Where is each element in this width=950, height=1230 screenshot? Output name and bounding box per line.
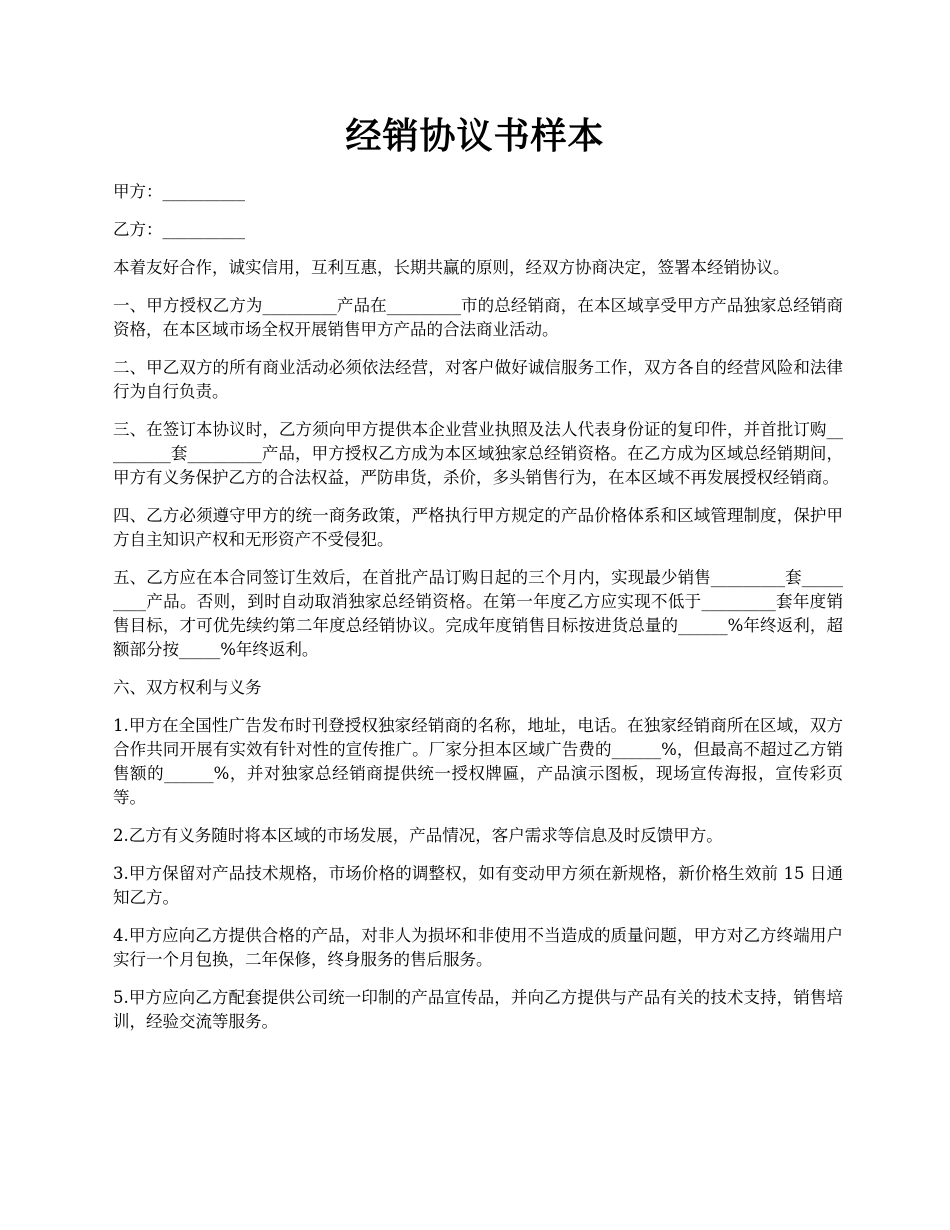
item-6-5: 5.甲方应向乙方配套提供公司统一印制的产品宣传品，并向乙方提供与产品有关的技术支持，销售培训，经验交流等服务。 xyxy=(113,988,843,1031)
document-body xyxy=(113,180,843,1048)
preamble-paragraph: 本着友好合作，诚实信用，互利互惠，长期共赢的原则，经双方协商决定，签署本经销协议。 xyxy=(113,258,790,277)
clause-2: 二、甲乙双方的所有商业活动必须依法经营，对客户做好诚信服务工作，双方各自的经营风险和法律行为自行负责。 xyxy=(113,358,843,401)
item-6-2: 2.乙方有义务随时将本区域的市场发展，产品情况，客户需求等信息及时反馈甲方。 xyxy=(113,826,723,845)
party-b-line: 乙方：__________ xyxy=(113,220,245,239)
clause-5: 五、乙方应在本合同签订生效后，在首批产品订购日起的三个月内，实现最少销售_________套_________产品。否则，到时自动取消独家总经销资格。在第一年度乙方应实现不低于_________套年度销售目标，才可优先续约第二年度总经销协议。完成年度销售目标按进货总量的______%年终返利，超额部分按_____%年终返利。 xyxy=(113,568,843,659)
clause-3: 三、在签订本协议时，乙方须向甲方提供本企业营业执照及法人代表身份证的复印件，并首批订购_________套_________产品，甲方授权乙方成为本区域独家总经销资格。在乙方成为区域总经销期间，甲方有义务保护乙方的合法权益，严防串货，杀价，多头销售行为，在本区域不再发展授权经销商。 xyxy=(113,420,843,487)
clause-1: 一、甲方授权乙方为_________产品在_________市的总经销商，在本区域享受甲方产品独家总经销商资格，在本区域市场全权开展销售甲方产品的合法商业活动。 xyxy=(113,296,843,339)
party-a-line: 甲方：__________ xyxy=(113,182,245,201)
document-title: 经销协议书样本 xyxy=(345,115,605,157)
item-6-3: 3.甲方保留对产品技术规格，市场价格的调整权，如有变动甲方须在新规格，新价格生效前 15 日通知乙方。 xyxy=(113,864,843,907)
item-6-1: 1.甲方在全国性广告发布时刊登授权独家经销商的名称，地址，电话。在独家经销商所在区域，双方合作共同开展有实效有针对性的宣传推广。厂家分担本区域广告费的______%，但最高不超过乙方销售额的______%，并对独家总经销商提供统一授权牌匾，产品演示图板，现场宣传海报，宣传彩页等。 xyxy=(113,716,843,807)
section-6-heading: 六、双方权利与义务 xyxy=(113,678,262,697)
item-6-4: 4.甲方应向乙方提供合格的产品，对非人为损坏和非使用不当造成的质量问题，甲方对乙方终端用户实行一个月包换，二年保修，终身服务的售后服务。 xyxy=(113,926,843,969)
clause-4: 四、乙方必须遵守甲方的统一商务政策，严格执行甲方规定的产品价格体系和区域管理制度，保护甲方自主知识产权和无形资产不受侵犯。 xyxy=(113,506,843,549)
